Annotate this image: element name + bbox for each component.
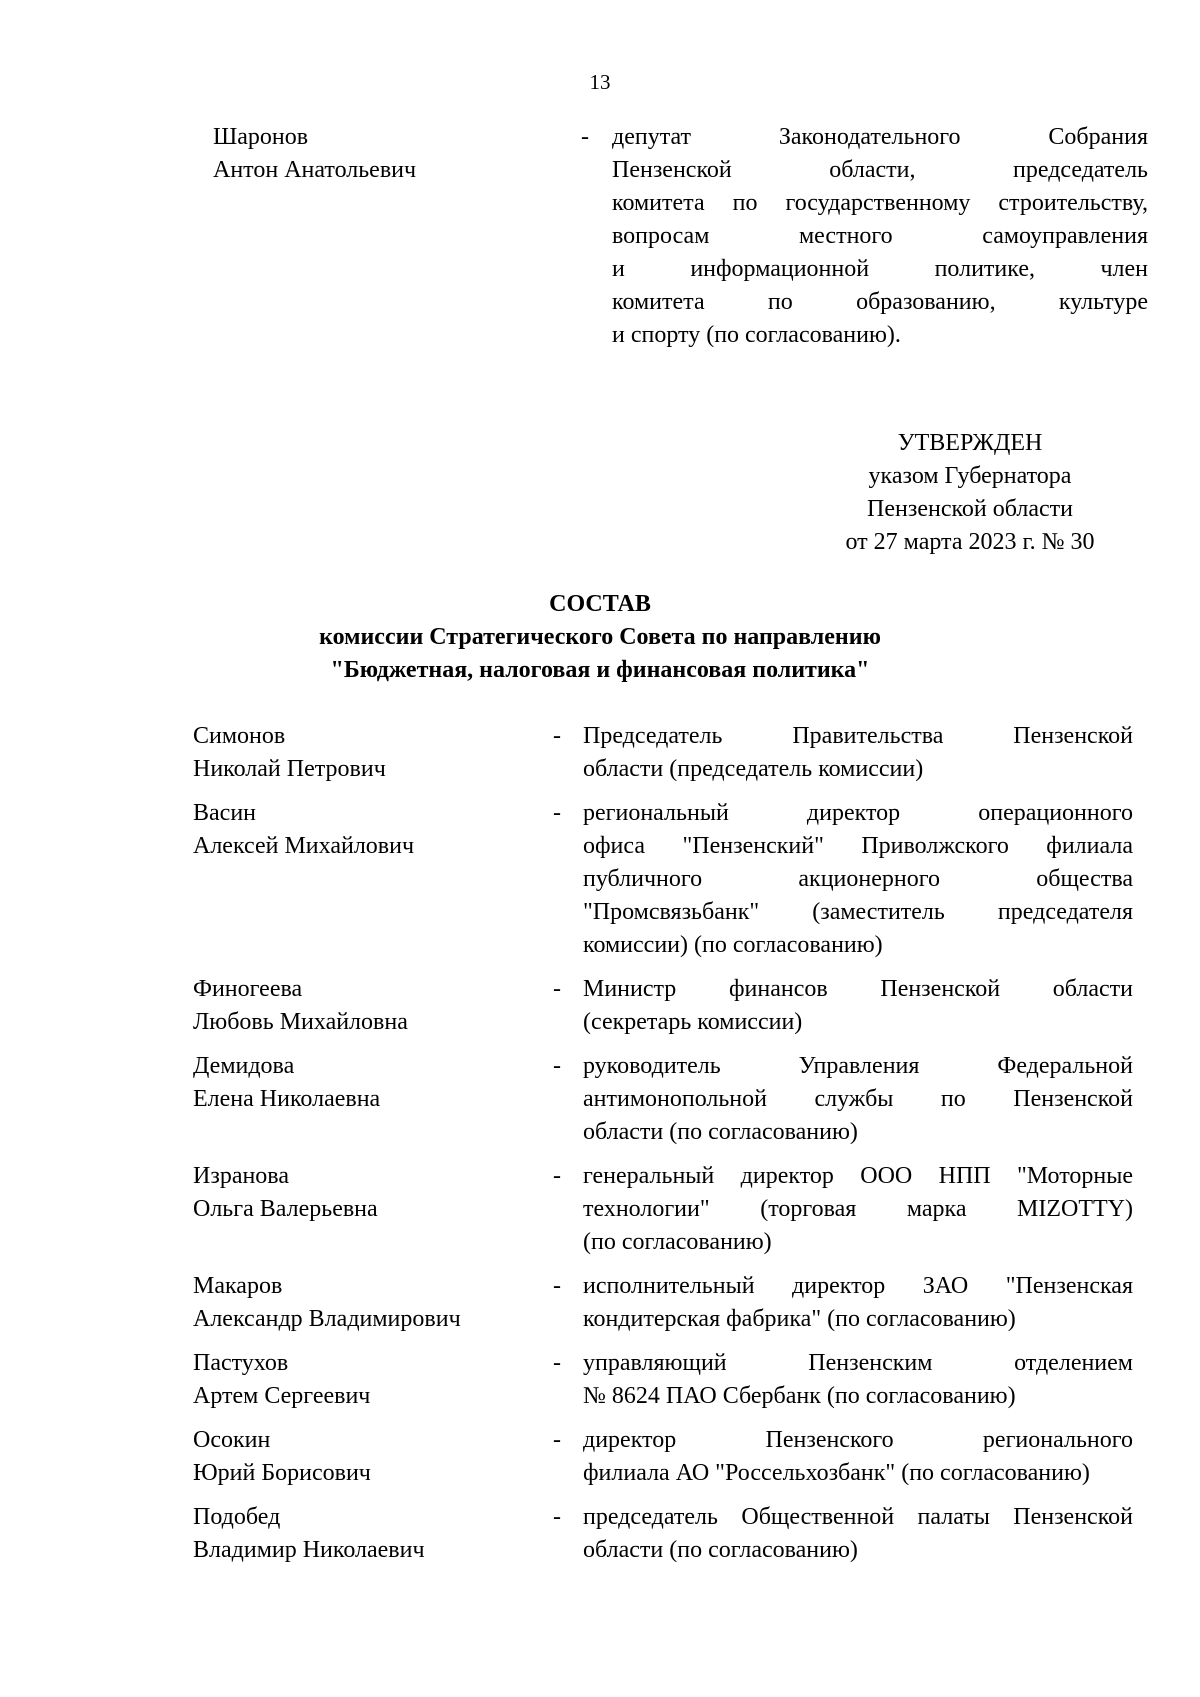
description-line: области (по согласованию) bbox=[583, 1119, 858, 1145]
member-given-name: Артем Сергеевич bbox=[193, 1383, 371, 1409]
member-given-name: Александр Владимирович bbox=[193, 1306, 461, 1332]
member-dash: - bbox=[581, 124, 589, 150]
approval-line: Пензенской области bbox=[867, 496, 1073, 522]
member-surname: Изранова bbox=[193, 1163, 289, 1189]
member-entry-top bbox=[213, 121, 1148, 348]
approval-title: УТВЕРЖДЕН bbox=[897, 430, 1043, 456]
member-name bbox=[193, 797, 553, 962]
heading-subtitle: комиссии Стратегического Совета по направлению bbox=[319, 624, 881, 650]
member-entry bbox=[193, 1270, 1133, 1336]
member-name bbox=[193, 1424, 553, 1490]
approval-block bbox=[820, 427, 1120, 559]
member-name bbox=[193, 1501, 553, 1567]
member-dash: - bbox=[553, 1053, 561, 1079]
description-line: директор Пензенского регионального bbox=[583, 1427, 1133, 1453]
description-line: депутат Законодательного Собрания bbox=[612, 124, 1148, 150]
member-name bbox=[193, 1160, 553, 1259]
member-dash: - bbox=[553, 723, 561, 749]
description-line: управляющий Пензенским отделением bbox=[583, 1350, 1133, 1376]
member-dash: - bbox=[553, 1350, 561, 1376]
description-line: № 8624 ПАО Сбербанк (по согласованию) bbox=[583, 1383, 1016, 1409]
description-line: области (председатель комиссии) bbox=[583, 756, 924, 782]
description-line: комитета по государственному строительству, bbox=[612, 190, 1148, 216]
member-description bbox=[583, 1160, 1133, 1259]
description-line: руководитель Управления Федеральной bbox=[583, 1053, 1133, 1079]
member-given-name: Любовь Михайловна bbox=[193, 1009, 408, 1035]
member-description bbox=[583, 1270, 1133, 1336]
description-line: (по согласованию) bbox=[583, 1229, 772, 1255]
member-dash: - bbox=[553, 1427, 561, 1453]
members-list bbox=[193, 720, 1133, 1578]
member-description bbox=[612, 121, 1148, 352]
member-description bbox=[583, 1501, 1133, 1567]
description-line: филиала АО "Россельхозбанк" (по согласованию) bbox=[583, 1460, 1090, 1486]
member-surname: Подобед bbox=[193, 1504, 281, 1530]
member-entry bbox=[193, 720, 1133, 786]
document-heading bbox=[0, 588, 1200, 687]
member-entry bbox=[193, 797, 1133, 962]
description-line: области (по согласованию) bbox=[583, 1537, 858, 1563]
member-entry bbox=[193, 1160, 1133, 1259]
member-surname: Пастухов bbox=[193, 1350, 289, 1376]
description-line: генеральный директор ООО НПП "Моторные bbox=[583, 1163, 1133, 1189]
member-description bbox=[583, 797, 1133, 962]
member-entry bbox=[193, 973, 1133, 1039]
member-surname: Васин bbox=[193, 800, 256, 826]
member-surname: Финогеева bbox=[193, 976, 303, 1002]
description-line: региональный директор операционного bbox=[583, 800, 1133, 826]
member-name bbox=[193, 720, 553, 786]
description-line: офиса "Пензенский" Приволжского филиала bbox=[583, 833, 1133, 859]
member-surname: Демидова bbox=[193, 1053, 295, 1079]
member-name bbox=[193, 1347, 553, 1413]
description-line: антимонопольной службы по Пензенской bbox=[583, 1086, 1133, 1112]
member-given-name: Ольга Валерьевна bbox=[193, 1196, 378, 1222]
description-line: и информационной политике, член bbox=[612, 256, 1148, 282]
member-name bbox=[193, 973, 553, 1039]
member-dash: - bbox=[553, 1163, 561, 1189]
member-surname: Осокин bbox=[193, 1427, 271, 1453]
heading-subtitle: "Бюджетная, налоговая и финансовая политика" bbox=[330, 657, 870, 683]
member-description bbox=[583, 973, 1133, 1039]
description-line: исполнительный директор ЗАО "Пензенская bbox=[583, 1273, 1133, 1299]
description-line: кондитерская фабрика" (по согласованию) bbox=[583, 1306, 1016, 1332]
description-line: комиссии) (по согласованию) bbox=[583, 932, 883, 958]
member-given-name: Владимир Николаевич bbox=[193, 1537, 425, 1563]
member-name bbox=[193, 1270, 553, 1336]
member-surname: Шаронов bbox=[213, 124, 309, 150]
description-line: комитета по образованию, культуре bbox=[612, 289, 1148, 315]
description-line: технологии" (торговая марка MIZOTTY) bbox=[583, 1196, 1133, 1222]
description-line: и спорту (по согласованию). bbox=[612, 322, 901, 348]
approval-line: указом Губернатора bbox=[868, 463, 1072, 489]
member-name bbox=[213, 121, 416, 187]
member-dash: - bbox=[553, 1273, 561, 1299]
description-line: Председатель Правительства Пензенской bbox=[583, 723, 1133, 749]
member-surname: Макаров bbox=[193, 1273, 283, 1299]
heading-title: СОСТАВ bbox=[549, 591, 651, 617]
description-line: публичного акционерного общества bbox=[583, 866, 1133, 892]
description-line: "Промсвязьбанк" (заместитель председателя bbox=[583, 899, 1133, 925]
member-description bbox=[583, 720, 1133, 786]
member-dash: - bbox=[553, 976, 561, 1002]
member-surname: Симонов bbox=[193, 723, 286, 749]
member-given-name: Николай Петрович bbox=[193, 756, 386, 782]
description-line: Министр финансов Пензенской области bbox=[583, 976, 1133, 1002]
page-number: 13 bbox=[589, 70, 611, 94]
member-given-name: Алексей Михайлович bbox=[193, 833, 415, 859]
description-line: (секретарь комиссии) bbox=[583, 1009, 803, 1035]
member-entry bbox=[193, 1501, 1133, 1567]
member-description bbox=[583, 1347, 1133, 1413]
member-given-name: Юрий Борисович bbox=[193, 1460, 371, 1486]
member-given-name: Антон Анатольевич bbox=[213, 157, 417, 183]
member-dash: - bbox=[553, 1504, 561, 1530]
member-name bbox=[193, 1050, 553, 1149]
member-entry bbox=[193, 1347, 1133, 1413]
description-line: вопросам местного самоуправления bbox=[612, 223, 1148, 249]
member-dash: - bbox=[553, 800, 561, 826]
member-entry bbox=[193, 1424, 1133, 1490]
member-given-name: Елена Николаевна bbox=[193, 1086, 381, 1112]
description-line: председатель Общественной палаты Пензенской bbox=[583, 1504, 1133, 1530]
description-line: Пензенской области, председатель bbox=[612, 157, 1148, 183]
member-description bbox=[583, 1050, 1133, 1149]
member-entry bbox=[193, 1050, 1133, 1149]
approval-date: от 27 марта 2023 г. № 30 bbox=[845, 529, 1095, 555]
member-description bbox=[583, 1424, 1133, 1490]
